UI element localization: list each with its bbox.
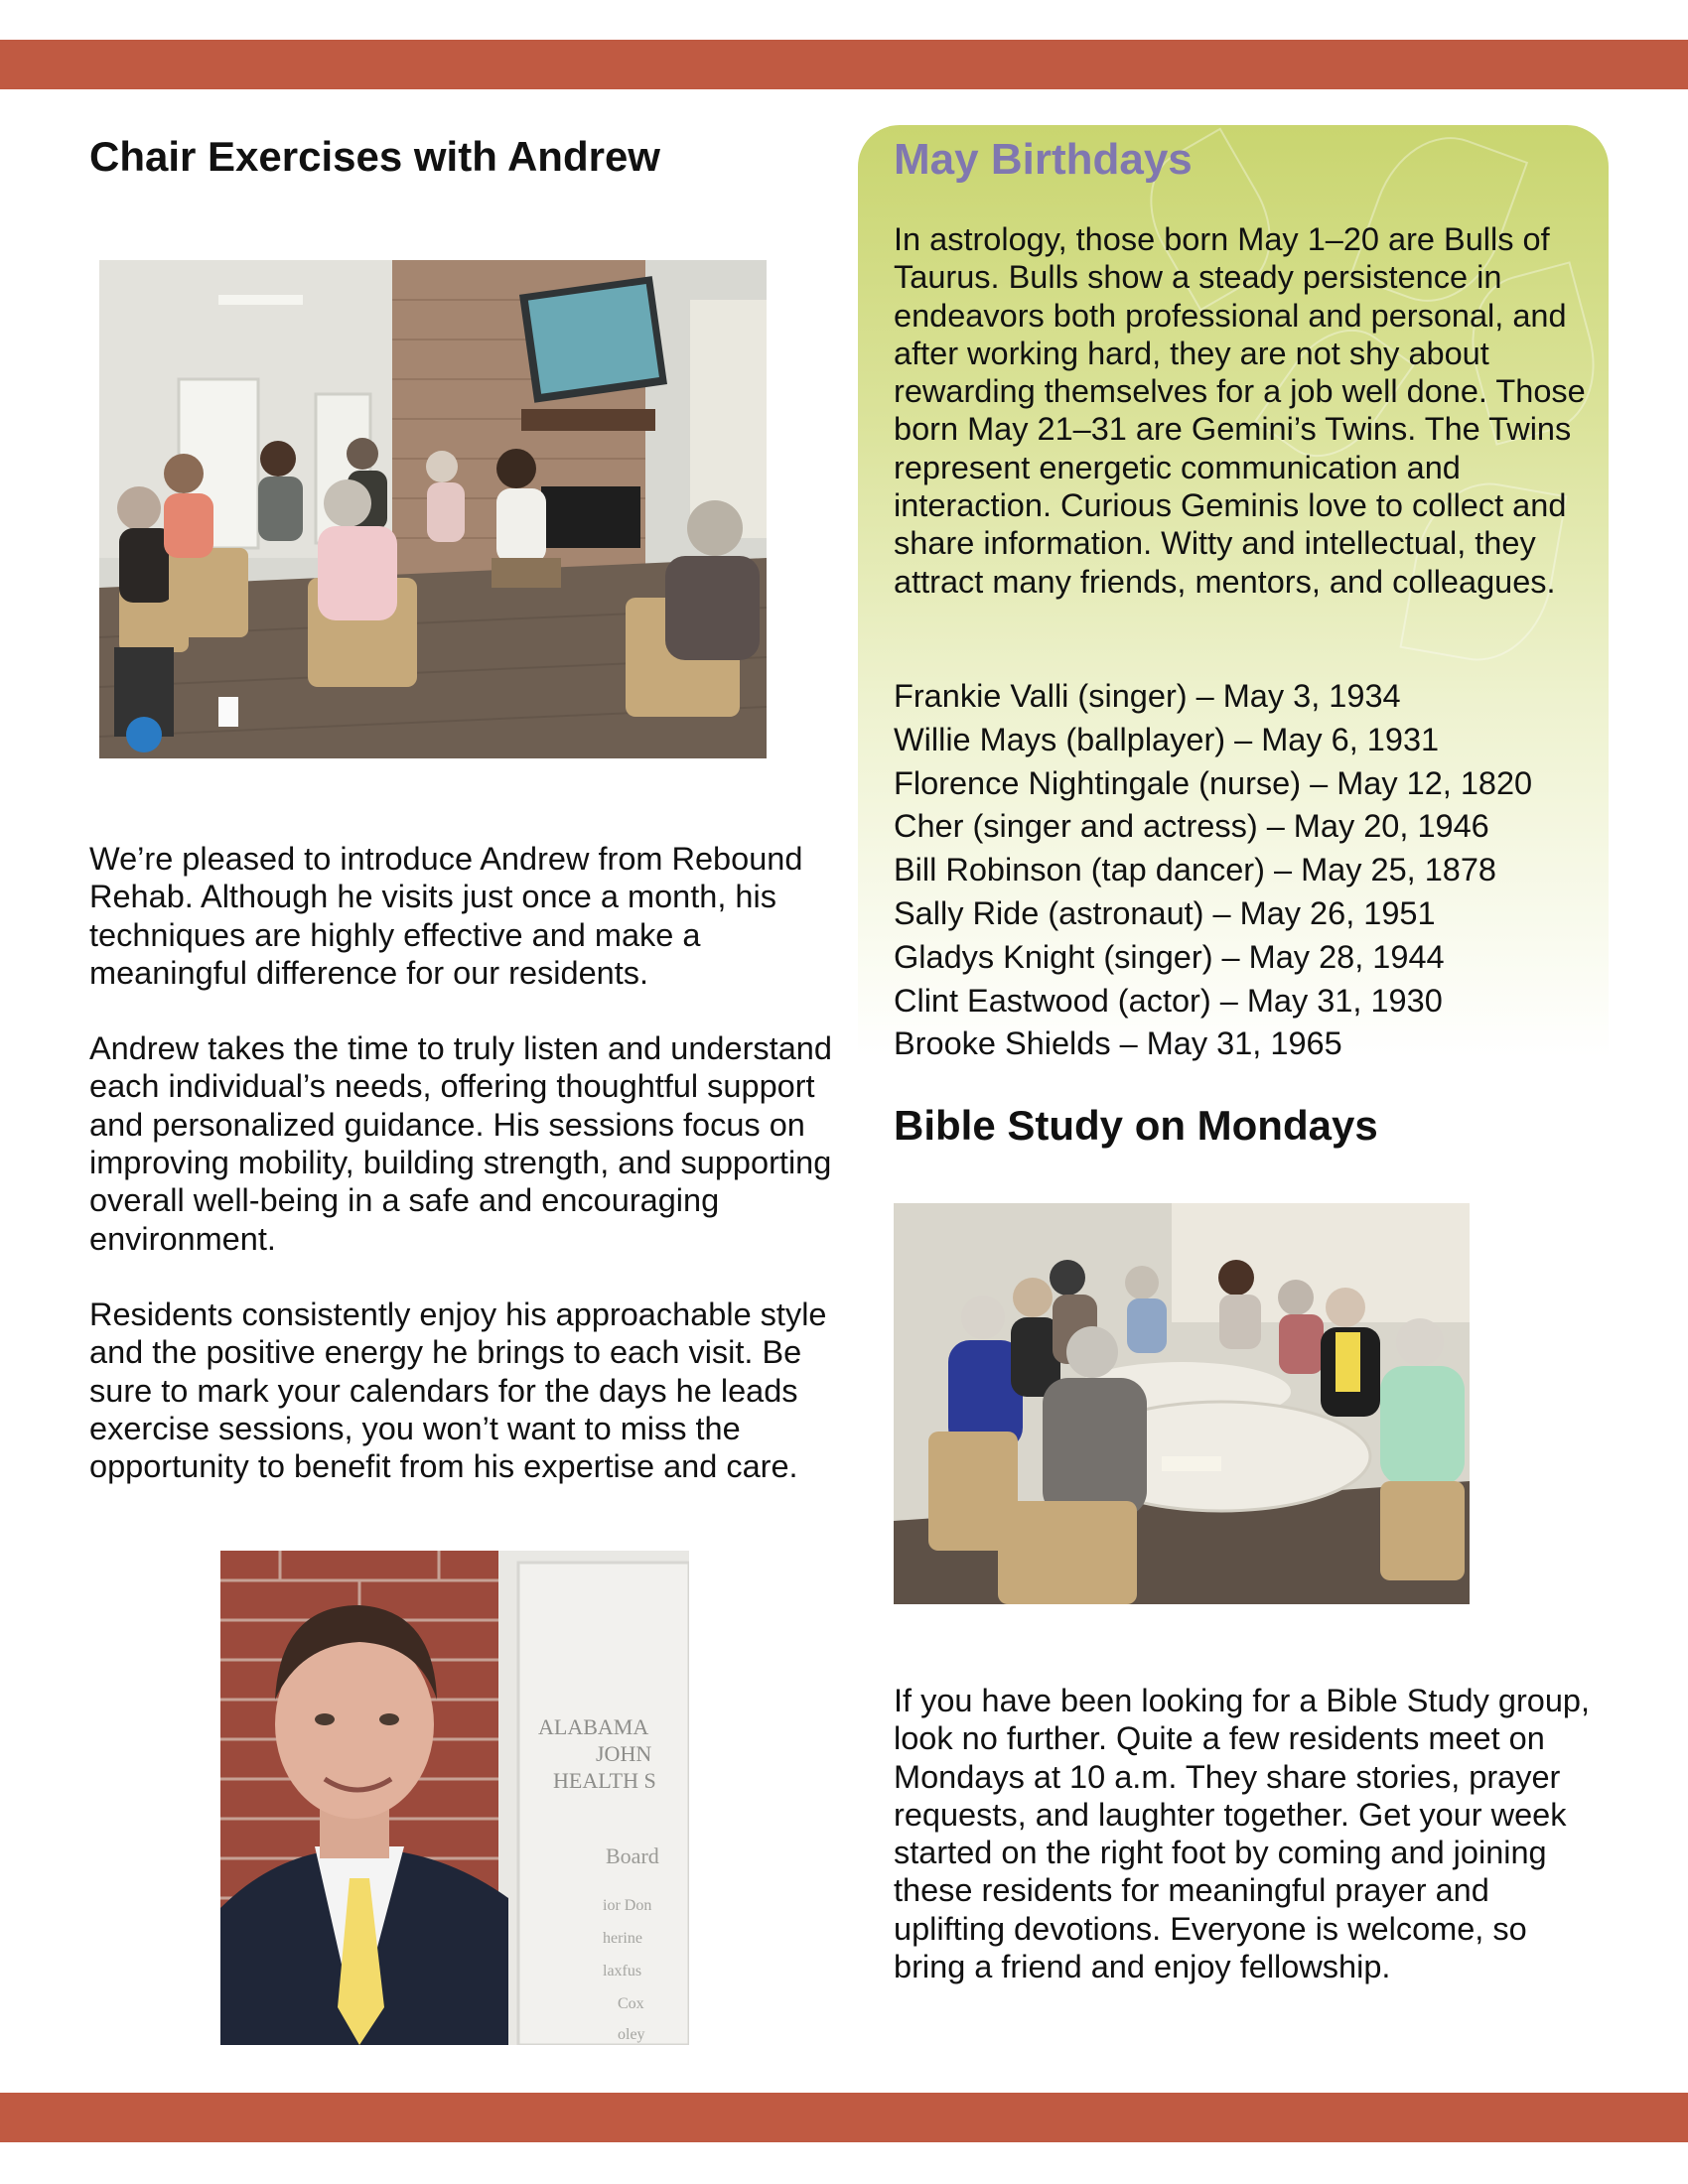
chair-exercise-group-photo	[99, 260, 767, 758]
birthday-list-item: Brooke Shields – May 31, 1965	[894, 1025, 1342, 1062]
sign-line-7: laxfus	[603, 1963, 642, 1979]
chair-exercises-paragraph-1: We’re pleased to introduce Andrew from Rebound Rehab. Although he visits just once a month, his techniques are highly effective and make a meaningful difference for our residents.	[89, 841, 803, 991]
top-accent-band	[0, 40, 1688, 89]
may-birthdays-title: May Birthdays	[894, 135, 1193, 184]
chair-exercises-paragraph-3: Residents consistently enjoy his approachable style and the positive energy he brings to each visit. Be sure to mark your calendars for the days he leads exercise sessions, you won’t want to miss the opportunity to benefit from his expertise and care.	[89, 1296, 827, 1485]
chair-exercises-body	[89, 840, 854, 1485]
birthday-list-item: Cher (singer and actress) – May 20, 1946	[894, 808, 1489, 845]
birthday-list-item: Bill Robinson (tap dancer) – May 25, 1878	[894, 852, 1497, 888]
sign-line-8: Cox	[618, 1995, 644, 2012]
birthday-list-item: Frankie Valli (singer) – May 3, 1934	[894, 678, 1401, 714]
bible-study-title: Bible Study on Mondays	[894, 1102, 1378, 1149]
may-birthdays-intro: In astrology, those born May 1–20 are Bulls of Taurus. Bulls show a steady persistence in endeavors both professional and personal, and after working hard, they are not shy about rewarding themselves for a job well done. Those born May 21–31 are Gemini’s Twins. The Twins represent energetic communication and interaction. Curious Geminis love to collect and share information. Witty and intellectual, they attract many friends, mentors, and colleagues.	[894, 221, 1586, 600]
bottom-accent-band	[0, 2093, 1688, 2142]
chair-exercises-paragraph-2: Andrew takes the time to truly listen and understand each individual’s needs, offering thoughtful support and personalized guidance. His sessions focus on improving mobility, building strength, and supporting overall well-being in a safe and encouraging environment.	[89, 1030, 832, 1257]
sign-line-3: HEALTH S	[553, 1768, 656, 1793]
sign-line-2: JOHN	[596, 1741, 652, 1766]
bible-study-group-photo	[894, 1203, 1470, 1604]
chair-exercises-title: Chair Exercises with Andrew	[89, 133, 660, 180]
birthday-list-item: Gladys Knight (singer) – May 28, 1944	[894, 938, 1445, 975]
birthday-list-item: Clint Eastwood (actor) – May 31, 1930	[894, 982, 1443, 1019]
andrew-portrait-photo	[220, 1551, 689, 2045]
sign-line-6: herine	[603, 1930, 642, 1947]
birthday-list-item: Willie Mays (ballplayer) – May 6, 1931	[894, 721, 1440, 757]
birthday-list-item: Sally Ride (astronaut) – May 26, 1951	[894, 894, 1436, 931]
birthday-list-item: Florence Nightingale (nurse) – May 12, 1820	[894, 764, 1533, 801]
sign-line-9: oley	[618, 2026, 645, 2043]
birthday-list	[894, 675, 1589, 1066]
bible-study-body: If you have been looking for a Bible Study group, look no further. Quite a few residents meet on Mondays at 10 a.m. They share stories, prayer requests, and laughter together. Get your week started on the right foot by coming and joining these residents for meaningful prayer and uplifting devotions. Everyone is welcome, so bring a friend and enjoy fellowship.	[894, 1683, 1591, 1985]
sign-line-5: ior Don	[603, 1897, 652, 1914]
sign-line-4: Board	[606, 1843, 659, 1868]
sign-line-1: ALABAMA	[538, 1714, 649, 1739]
